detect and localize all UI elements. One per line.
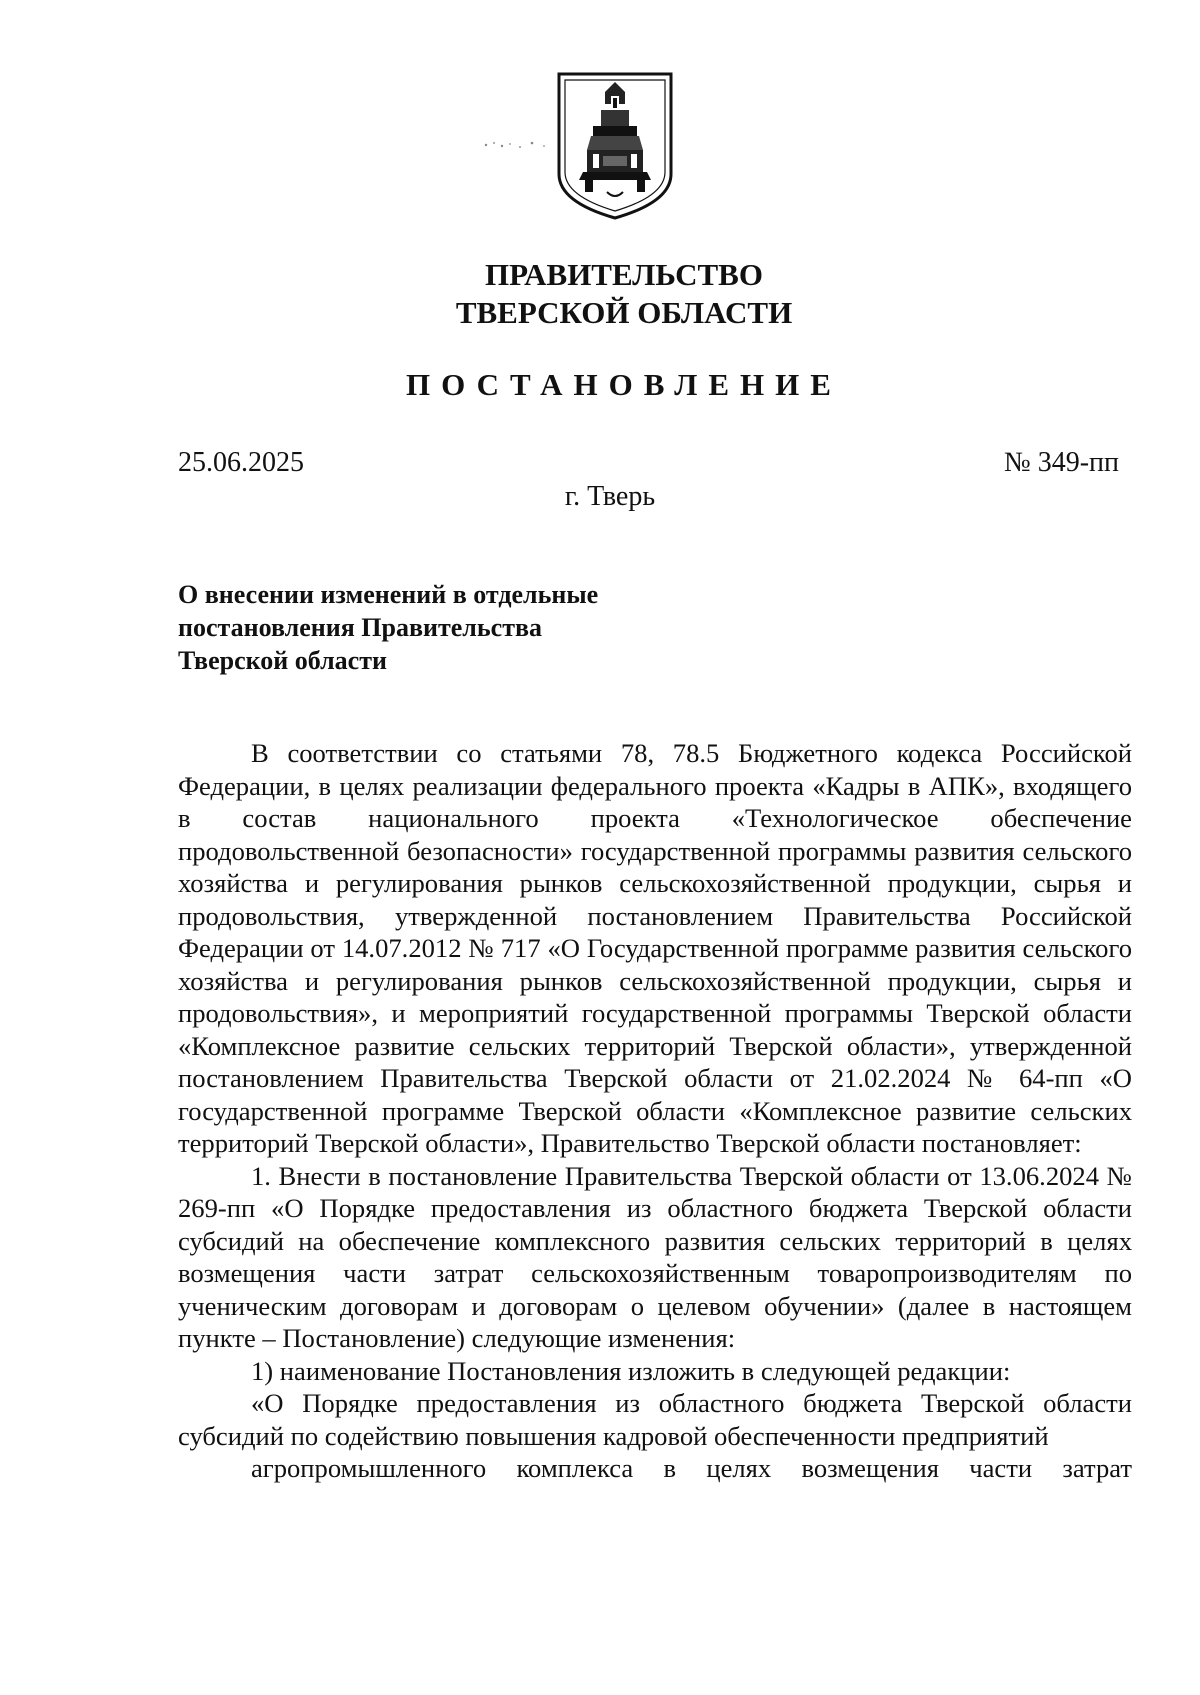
- body-paragraph-quoted-title: [178, 1387, 1132, 1485]
- scan-noise-decoration: [480, 138, 560, 152]
- quoted-title-text: «О Порядке предоставления из областного бюджета Тверской области субсидий по содействию повышения кадровой обеспеченности предприятий: [178, 1388, 1132, 1451]
- document-subject: [178, 578, 598, 677]
- document-number: № 349-пп: [1003, 447, 1119, 478]
- document-city: г. Тверь: [564, 481, 656, 512]
- body-paragraph-preamble: В соответствии со статьями 78, 78.5 Бюджетного кодекса Российской Федерации, в целях реализации федерального проекта «Кадры в АПК», входящего в состав национального проекта «Технологическое обеспечение продовольственной безопасности» государственной программы развития сельского хозяйства и регулирования рынков сельскохозяйственной продукции, сырья и продовольствия, утвержденной постановлением Правительства Российской Федерации от 14.07.2012 № 717 «О Государственной программе развития сельского хозяйства и регулирования рынков сельскохозяйственной продукции, сырья и продовольствия», и мероприятий государственной программы Тверской области «Комплексное развитие сельских территорий Тверской области», утвержденной постановлением Правительства Тверской области от 21.02.2024 № 64-пп «О государственной программе Тверской области «Комплексное развитие сельских территорий Тверской области», Правительство Тверской области постановляет:: [178, 738, 1132, 1158]
- subject-line3: Тверской области: [178, 646, 387, 675]
- document-date: 25.06.2025: [178, 447, 304, 478]
- document-type-title: ПОСТАНОВЛЕНИЕ: [406, 367, 842, 402]
- government-title-line2: ТВЕРСКОЙ ОБЛАСТИ: [455, 295, 793, 330]
- body-paragraph-item-1: 1. Внести в постановление Правительства Тверской области от 13.06.2024 № 269-пп «О Порядке предоставления из областного бюджета Тверской области субсидий на обеспечение комплексного развития сельских территорий в целях возмещения части затрат сельскохозяйственным товаропроизводителям по ученическим договорам и договорам о целевом обучении» (далее в настоящем пункте – Постановление) следующие изменения:: [178, 1160, 1132, 1353]
- subject-line1: О внесении изменений в отдельные: [178, 580, 599, 609]
- body-paragraph-subitem-1: 1) наименование Постановления изложить в следующей редакции:: [251, 1355, 1011, 1386]
- tver-coat-of-arms-emblem: [553, 70, 677, 222]
- government-title-line1: ПРАВИТЕЛЬСТВО: [485, 257, 763, 292]
- quoted-title-last-line: агропромышленного комплекса в целях возмещения части затрат: [251, 1453, 1132, 1483]
- subject-line2: постановления Правительства: [178, 613, 542, 642]
- document-body: [178, 737, 1132, 1485]
- government-title: [0, 256, 1200, 332]
